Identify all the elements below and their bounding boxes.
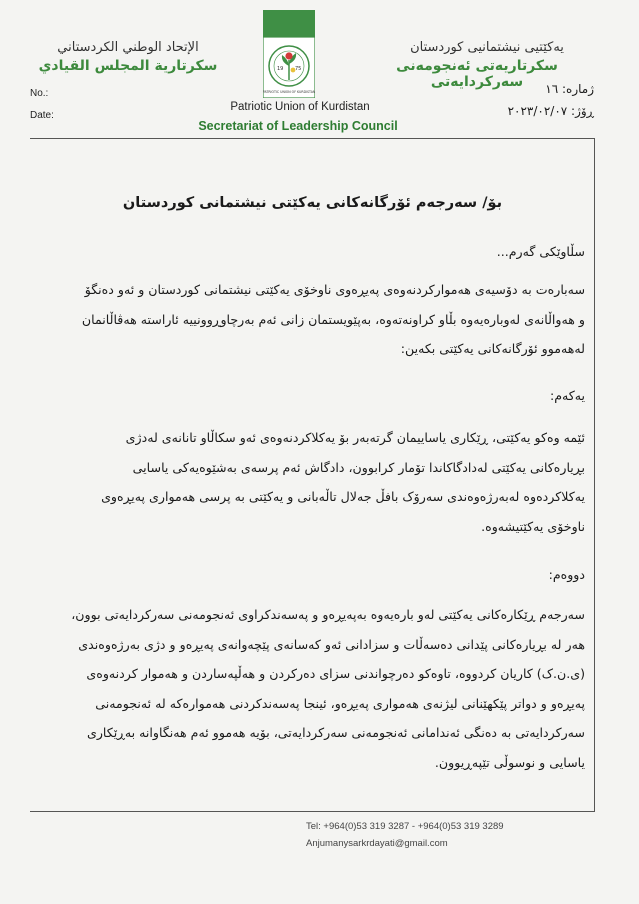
no-label: No.: (30, 88, 49, 99)
second-line: سەرجەم ڕێکارەکانی یەکێتی لەو بارەیەوە بەپەیڕەو و پەسەندکراوی ئەنجومەنی سەرکردایەتی بوون، (71, 607, 585, 622)
second-line: سەرکردایەتی بە دەنگی ئەندامانی ئەنجومەنی سەرکردایەتی، بۆیە هەموو ئەم هەنگاوانە بەڕێکاری (86, 725, 585, 740)
first-line: ناوخۆی یەکێتیشەوە. (481, 518, 585, 534)
second-line: (ی.ن.ک) کاریان کردووە، تاوەکو دەرچواندنی سزای دەرکردن و هەڵپەساردن و هەموار کردنەوەی (86, 666, 585, 681)
footer-email: Anjumanysarkrdayati@gmail.com (306, 838, 448, 849)
english-secretariat-name: Secretariat of Leadership Council (198, 119, 398, 133)
footer-divider (30, 811, 595, 812)
logo-caption: PATRIOTIC UNION OF KURDISTAN (263, 90, 315, 94)
number-field: ژمارە: ١٦ (545, 82, 594, 96)
intro-line: لەهەموو ئۆرگانەکانی یەکێتی بکەین: (400, 341, 585, 356)
footer-phone: Tel: +964(0)53 319 3287 - +964(0)53 319 3289 (306, 821, 504, 832)
logo-year-right: 75 (295, 66, 302, 72)
greeting: سڵاوێکی گەرم... (496, 244, 585, 259)
second-paragraph (40, 600, 585, 777)
date-label: Date: (30, 110, 54, 121)
kurdish-secretariat-name: سکرتاریەتی ئەنجومەنی سەرکردایەتی (396, 58, 558, 90)
intro-line: سەبارەت بە دۆسیەی هەموارکردنەوەی پەیڕەوی ناوخۆی یەکێتی نیشتمانی کوردستان و ئەو دەنگۆ (84, 282, 585, 297)
arabic-secretariat-name: سكرتارية المجلس القيادي (38, 58, 218, 74)
logo-year-left: 19 (277, 66, 284, 72)
second-line: یاسایی و نوسوڵی تێپەڕیوون. (434, 754, 585, 770)
intro-line: و هەواڵانەی لەوبارەیەوە بڵاو کراونەتەوە، بەپێویستمان زانی ئەم بەرچاوڕوونییە ئاراستە هەڤاڵانمان (81, 311, 585, 327)
header-divider (30, 138, 595, 139)
letter-subject: بۆ/ سەرجەم ئۆرگانەکانی یەکێتی نیشتمانی کوردستان (122, 195, 503, 211)
puk-logo (263, 10, 315, 98)
second-line: پەیڕەو و دواتر پێکهێنانی لیژنەی هەمواری پەیڕەو، ئینجا پەسەندکردنی هەموارەکە لە ئەنجومەنی (95, 695, 585, 711)
first-line: یەکلاکردەوە لەبەرژەوەندی سەرۆک بافڵ جەلال تاڵەبانی و یەکێتی بە پرسی هەمواری پەیڕەوی (101, 489, 585, 504)
right-border (594, 138, 595, 812)
date-field: ڕۆژ: ٢٠٢٣/٠٢/٠٧ (507, 104, 594, 118)
intro-paragraph (40, 275, 585, 364)
second-line: هەر لە بڕیارەکانی پێدانی دەسەڵات و سزادانی ئەو کەسانەی پێچەوانەی پەیڕەو و دژی بەرژەوەندی (78, 636, 585, 652)
english-org-name: Patriotic Union of Kurdistan (230, 101, 370, 113)
second-heading: دووەم: (548, 567, 585, 582)
first-line: ئێمە وەکو یەکێتی، ڕێکاری یاساییمان گرتەبەر بۆ یەکلاکردنەوەی ئەو سکاڵاو تانانەی لەدژی (125, 430, 585, 445)
first-line: بڕیارەکانی یەکێتی لەدادگاکاندا تۆمار کرابوون، دادگاش ئەم پرسەی بەشێوەیەکی یاسایی (132, 459, 585, 475)
arabic-org-name: الإتحاد الوطني الكردستاني (57, 40, 199, 55)
first-paragraph (40, 423, 585, 541)
kurdish-org-name: یەکێتیی نیشتمانیی کوردستان (410, 40, 564, 55)
first-heading: یەکەم: (549, 388, 585, 403)
